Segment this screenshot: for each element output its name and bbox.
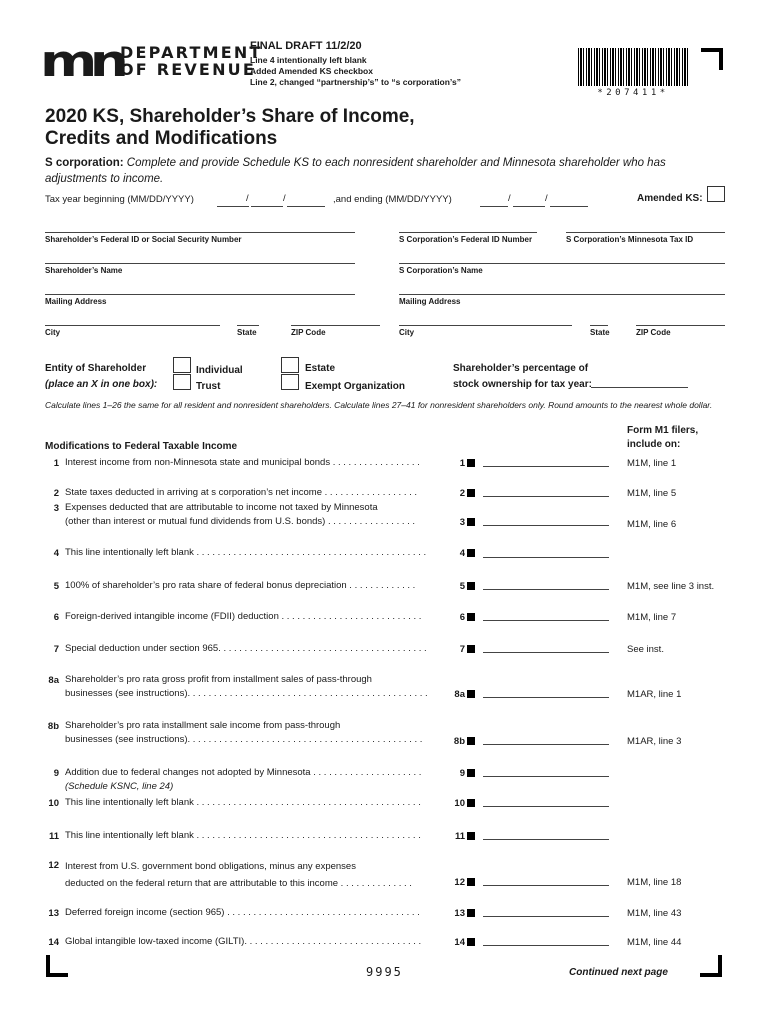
line-box [453, 877, 475, 888]
line-description-part-2: (Schedule KSNC, line 24) [65, 781, 174, 792]
scorp-city-input[interactable] [399, 325, 572, 326]
line-box [453, 517, 475, 528]
shareholder-city-input[interactable] [45, 325, 220, 326]
intro-instructions: Complete and provide Schedule KS to each nonresident shareholder and Minnesota shareholder who has adjustments to income. [45, 157, 666, 185]
line-reference: M1AR, line 1 [627, 689, 682, 700]
line-box-number: 13 [454, 908, 465, 919]
m1-filers-header [627, 424, 698, 452]
line-4-amount-field[interactable] [483, 557, 609, 558]
line-11-amount-field[interactable] [483, 839, 609, 840]
trust-label: Trust [196, 381, 221, 392]
registration-mark-top-right [701, 48, 723, 70]
end-day-field[interactable] [513, 206, 545, 207]
line-box [453, 798, 475, 809]
line-description [65, 858, 475, 892]
scorp-federal-id-label: S Corporation’s Federal ID Number [399, 235, 533, 244]
line-description: Global intangible low-taxed income (GILTI). . . . . . . . . . . . . . . . . . . . . . . . . . . . . . . . . . [65, 936, 422, 947]
line-9-amount-field[interactable] [483, 776, 609, 777]
box-marker-icon [467, 518, 475, 526]
line-13-amount-field[interactable] [483, 916, 609, 917]
shareholder-state-input[interactable] [237, 325, 259, 326]
draft-note: Line 4 intentionally left blank [250, 55, 367, 65]
scorp-federal-id-input[interactable] [399, 232, 537, 233]
line-description: 100% of shareholder’s pro rata share of federal bonus depreciation . . . . . . . . . . . . . [65, 580, 416, 591]
scorp-mailing-address-label: Mailing Address [399, 297, 461, 306]
line-description: Special deduction under section 965. . . . . . . . . . . . . . . . . . . . . . . . . . . . . . . . . . . . . . . . [65, 643, 427, 654]
individual-label: Individual [196, 365, 243, 376]
individual-checkbox[interactable] [173, 357, 191, 373]
date-separator: / [508, 193, 511, 204]
tax-year-label: Tax year beginning (MM/DD/YYYY) [45, 194, 194, 205]
m1-header-line-2: include on: [627, 439, 681, 450]
line-description-part-1: Shareholder’s pro rata installment sale income from pass-through [65, 720, 341, 731]
box-marker-icon [467, 909, 475, 917]
line-description: This line intentionally left blank . . . . . . . . . . . . . . . . . . . . . . . . . . . . . . . . . . . . . . . . . . . [65, 830, 421, 841]
line-box-number: 11 [454, 831, 465, 842]
line-description-part-1: Expenses deducted that are attributable to income not taxed by Minnesota [65, 502, 378, 513]
barcode [578, 48, 688, 86]
line-number: 2 [53, 488, 59, 499]
shareholder-state-label: State [237, 328, 257, 337]
box-marker-icon [467, 645, 475, 653]
line-description: Interest income from non-Minnesota state and municipal bonds . . . . . . . . . . . . . . . . . [65, 457, 420, 468]
line-7-amount-field[interactable] [483, 652, 609, 653]
line-box [453, 908, 475, 919]
entity-options-2 [305, 360, 405, 396]
box-marker-icon [467, 582, 475, 590]
line-box [453, 937, 475, 948]
line-reference: M1M, line 43 [627, 908, 682, 919]
box-marker-icon [467, 799, 475, 807]
scorp-state-input[interactable] [590, 325, 608, 326]
line-number: 7 [53, 644, 59, 655]
line-box-number: 7 [459, 644, 465, 655]
box-marker-icon [467, 549, 475, 557]
page-code: 9995 [366, 965, 403, 979]
intro-text [45, 155, 685, 187]
form-title-line-2: Credits and Modifications [45, 128, 278, 149]
scorp-mn-tax-id-label: S Corporation’s Minnesota Tax ID [566, 235, 694, 244]
scorp-mailing-address-input[interactable] [399, 294, 725, 295]
calculation-note: Calculate lines 1–26 the same for all resident and nonresident shareholders. Calculate lines 27–41 for nonresident shareholders only. Round amounts to the nearest whole dollar. [45, 400, 713, 410]
shareholder-zip-label: ZIP Code [291, 328, 326, 337]
line-box-number: 6 [459, 612, 465, 623]
line-10-amount-field[interactable] [483, 806, 609, 807]
line-reference: M1AR, line 3 [627, 736, 682, 747]
scorp-name-label: S Corporation’s Name [399, 266, 483, 275]
ending-label: ,and ending (MM/DD/YYYY) [333, 194, 452, 205]
registration-mark-bottom-left [46, 955, 68, 977]
line-box-number: 8b [453, 736, 465, 747]
shareholder-id-label: Shareholder’s Federal ID or Social Security Number [45, 235, 242, 244]
box-marker-icon [467, 832, 475, 840]
stock-ownership-input[interactable] [591, 387, 688, 388]
line-description-part-1: Interest from U.S. government bond obligations, minus any expenses [65, 861, 356, 872]
line-box-number: 14 [454, 937, 465, 948]
date-separator: / [283, 193, 286, 204]
exempt-org-checkbox[interactable] [281, 374, 299, 390]
line-6-amount-field[interactable] [483, 620, 609, 621]
line-description [65, 766, 475, 794]
line-box [453, 689, 475, 700]
line-number: 9 [53, 768, 59, 779]
line-box-number: 1 [459, 458, 465, 469]
line-description: This line intentionally left blank . . . . . . . . . . . . . . . . . . . . . . . . . . . . . . . . . . . . . . . . . . . . [65, 547, 427, 558]
line-description-part-2: deducted on the federal return that are attributable to this income . . . . . . . . . . . . . . [65, 878, 412, 889]
shareholder-city-label: City [45, 328, 61, 337]
end-month-field[interactable] [480, 206, 508, 207]
stock-ownership-line-2: stock ownership for tax year: [453, 379, 592, 390]
line-8b-amount-field[interactable] [483, 744, 609, 745]
line-reference: M1M, line 7 [627, 612, 677, 623]
box-marker-icon [467, 690, 475, 698]
line-reference: M1M, line 6 [627, 519, 677, 530]
stock-ownership-label [453, 361, 592, 393]
estate-label: Estate [305, 363, 336, 374]
registration-mark-bottom-right [700, 955, 722, 977]
line-number: 5 [53, 581, 59, 592]
line-description-part-1: Addition due to federal changes not adopted by Minnesota . . . . . . . . . . . . . . . . . . . . . [65, 767, 422, 778]
line-number: 3 [53, 503, 59, 514]
shareholder-zip-input[interactable] [291, 325, 380, 326]
box-marker-icon [467, 938, 475, 946]
begin-day-field[interactable] [251, 206, 283, 207]
line-box [453, 736, 475, 747]
stock-ownership-line-1: Shareholder’s percentage of [453, 363, 589, 374]
line-box-number: 5 [459, 581, 465, 592]
line-box-number: 3 [459, 517, 465, 528]
line-box [453, 612, 475, 623]
line-box [453, 644, 475, 655]
begin-month-field[interactable] [217, 206, 249, 207]
line-box-number: 12 [454, 877, 465, 888]
shareholder-id-input[interactable] [45, 232, 355, 233]
line-box [453, 458, 475, 469]
end-year-field[interactable] [550, 206, 588, 207]
line-5-amount-field[interactable] [483, 589, 609, 590]
line-number: 10 [48, 798, 59, 809]
line-reference: M1M, line 44 [627, 937, 682, 948]
logo-line-2: OF REVENUE [120, 60, 256, 79]
entity-label-line-2: (place an X in one box): [45, 379, 158, 390]
line-description-part-2: (other than interest or mutual fund dividends from U.S. bonds) . . . . . . . . . . . . . . . . . [65, 516, 416, 527]
line-reference: M1M, line 1 [627, 458, 677, 469]
line-12-amount-field[interactable] [483, 885, 609, 886]
barcode-text: *207411* [597, 88, 669, 98]
line-box [453, 768, 475, 779]
scorp-zip-label: ZIP Code [636, 328, 671, 337]
amended-label: Amended KS: [637, 193, 703, 204]
line-number: 14 [48, 937, 59, 948]
line-box-number: 9 [459, 768, 465, 779]
line-box [453, 831, 475, 842]
line-14-amount-field[interactable] [483, 945, 609, 946]
line-description: This line intentionally left blank . . . . . . . . . . . . . . . . . . . . . . . . . . . . . . . . . . . . . . . . . . . [65, 797, 421, 808]
mn-logo-mark: mn [40, 36, 122, 87]
trust-checkbox[interactable] [173, 374, 191, 390]
scorp-mn-tax-id-input[interactable] [566, 232, 725, 233]
line-box-number: 4 [459, 548, 465, 559]
intro-label: S corporation: [45, 157, 124, 169]
scorp-name-input[interactable] [399, 263, 725, 264]
line-number: 8b [47, 721, 59, 732]
line-number: 4 [53, 548, 59, 559]
shareholder-name-input[interactable] [45, 263, 355, 264]
logo-line-1: DEPARTMENT [120, 43, 263, 62]
line-box [453, 548, 475, 559]
department-of-revenue-logo [120, 44, 263, 78]
line-number: 12 [48, 860, 59, 871]
entity-label [45, 361, 157, 393]
line-box [453, 488, 475, 499]
form-title [45, 106, 465, 150]
line-number: 11 [48, 831, 59, 842]
estate-checkbox[interactable] [281, 357, 299, 373]
scorp-city-label: City [399, 328, 415, 337]
box-marker-icon [467, 769, 475, 777]
shareholder-mailing-address-label: Mailing Address [45, 297, 107, 306]
box-marker-icon [467, 878, 475, 886]
draft-note: Added Amended KS checkbox [250, 66, 373, 76]
entity-options-1 [196, 363, 243, 395]
line-description: Deferred foreign income (section 965) . . . . . . . . . . . . . . . . . . . . . . . . . . . . . . . . . . . . . [65, 907, 420, 918]
box-marker-icon [467, 613, 475, 621]
draft-title: FINAL DRAFT 11/2/20 [250, 40, 362, 52]
shareholder-mailing-address-input[interactable] [45, 294, 355, 295]
line-reference: See inst. [627, 644, 664, 655]
line-description-part-1: Shareholder’s pro rata gross profit from installment sales of pass-through [65, 674, 372, 685]
scorp-state-label: State [590, 328, 610, 337]
line-8a-amount-field[interactable] [483, 697, 609, 698]
line-description: State taxes deducted in arriving at s corporation’s net income . . . . . . . . . . . . . . . . . . [65, 487, 418, 498]
line-reference: M1M, line 18 [627, 877, 682, 888]
line-description [65, 673, 475, 701]
box-marker-icon [467, 459, 475, 467]
line-description-part-2: businesses (see instructions). . . . . . . . . . . . . . . . . . . . . . . . . . . . . . . . . . . . . . . . . . . . . . [65, 688, 428, 699]
line-description [65, 501, 475, 529]
m1-header-line-1: Form M1 filers, [627, 425, 699, 436]
box-marker-icon [467, 737, 475, 745]
draft-note: Line 2, changed “partnership’s” to “s corporation’s” [250, 77, 461, 87]
line-number: 13 [48, 908, 59, 919]
line-reference: M1M, see line 3 inst. [627, 581, 715, 592]
line-box [453, 581, 475, 592]
line-2-amount-field[interactable] [483, 496, 609, 497]
line-1-amount-field[interactable] [483, 466, 609, 467]
scorp-zip-input[interactable] [636, 325, 725, 326]
line-box-number: 10 [454, 798, 465, 809]
line-box-number: 8a [454, 689, 465, 700]
entity-label-line-1: Entity of Shareholder [45, 363, 147, 374]
line-number: 1 [53, 458, 59, 469]
date-separator: / [246, 193, 249, 204]
line-description [65, 719, 475, 747]
shareholder-name-label: Shareholder’s Name [45, 266, 123, 275]
line-number: 8a [48, 675, 59, 686]
box-marker-icon [467, 489, 475, 497]
exempt-org-label: Exempt Organization [305, 381, 406, 392]
section-title: Modifications to Federal Taxable Income [45, 441, 238, 452]
begin-year-field[interactable] [287, 206, 325, 207]
line-number: 6 [53, 612, 59, 623]
line-reference: M1M, line 5 [627, 488, 677, 499]
line-description-part-2: businesses (see instructions). . . . . . . . . . . . . . . . . . . . . . . . . . . . . . . . . . . . . . . . . . . . . [65, 734, 423, 745]
form-title-line-1: 2020 KS, Shareholder’s Share of Income, [45, 106, 415, 127]
line-description: Foreign-derived intangible income (FDII) deduction . . . . . . . . . . . . . . . . . . . . . . . . . . . [65, 611, 422, 622]
date-separator: / [545, 193, 548, 204]
amended-checkbox[interactable] [707, 186, 725, 202]
line-box-number: 2 [459, 488, 465, 499]
line-3-amount-field[interactable] [483, 525, 609, 526]
continued-next-page: Continued next page [569, 967, 668, 978]
